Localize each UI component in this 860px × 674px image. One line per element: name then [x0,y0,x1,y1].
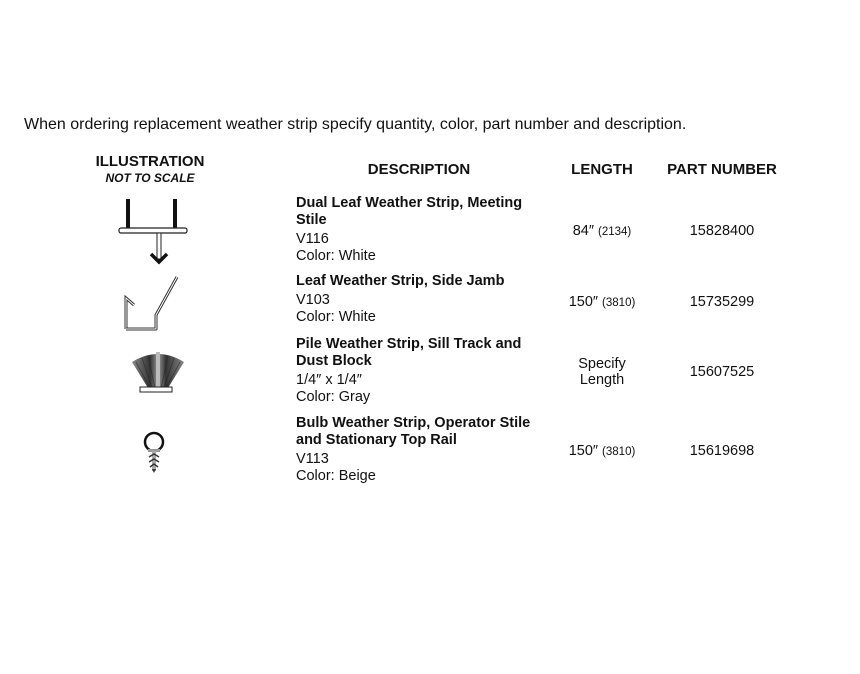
row-code: 1/4″ x 1/4″ [296,372,362,388]
row-color: Color: White [296,248,376,264]
length-inches: 150″ [568,294,599,310]
bulb-weather-strip-icon [110,429,206,480]
header-length: LENGTH [571,161,633,178]
row-code: V103 [296,292,330,308]
row-length [552,356,652,388]
length-mm: (2134) [598,226,632,238]
length-inches: 150″ [568,443,599,459]
dual-leaf-weather-strip-icon [110,197,206,272]
row-description [296,415,546,485]
length-inches: 84″ [572,223,594,239]
leaf-weather-strip-icon [110,273,206,338]
header-part-number: PART NUMBER [667,161,777,178]
row-title: Pile Weather Strip, Sill Track and Dust Block [296,336,522,369]
row-part-number: 15607525 [689,364,755,380]
row-title: Dual Leaf Weather Strip, Meeting Stile [296,195,523,228]
row-length [552,443,652,460]
length-mm: (3810) [602,446,636,458]
row-color: Color: White [296,309,376,325]
row-title: Bulb Weather Strip, Operator Stile and Stationary Top Rail [296,415,531,448]
row-description [296,195,546,265]
row-code: V116 [296,231,329,247]
row-description [296,273,546,326]
row-title: Leaf Weather Strip, Side Jamb [296,273,505,289]
row-part-number: 15735299 [689,294,755,310]
row-code: V113 [296,451,329,467]
length-mm: (3810) [602,297,636,309]
row-part-number: 15828400 [689,223,755,239]
intro-text: When ordering replacement weather strip specify quantity, color, part number and description. [24,116,687,133]
row-length [552,223,652,240]
header-description: DESCRIPTION [367,161,471,178]
length-specify: Specify Length [578,356,626,388]
row-color: Color: Beige [296,468,376,484]
header-illustration-label: ILLUSTRATION [95,153,205,170]
pile-weather-strip-icon [110,348,206,399]
row-length [552,294,652,311]
row-description [296,336,546,406]
row-part-number: 15619698 [689,443,755,459]
header-illustration [80,153,220,187]
row-color: Color: Gray [296,389,371,405]
header-illustration-note: NOT TO SCALE [105,171,195,185]
